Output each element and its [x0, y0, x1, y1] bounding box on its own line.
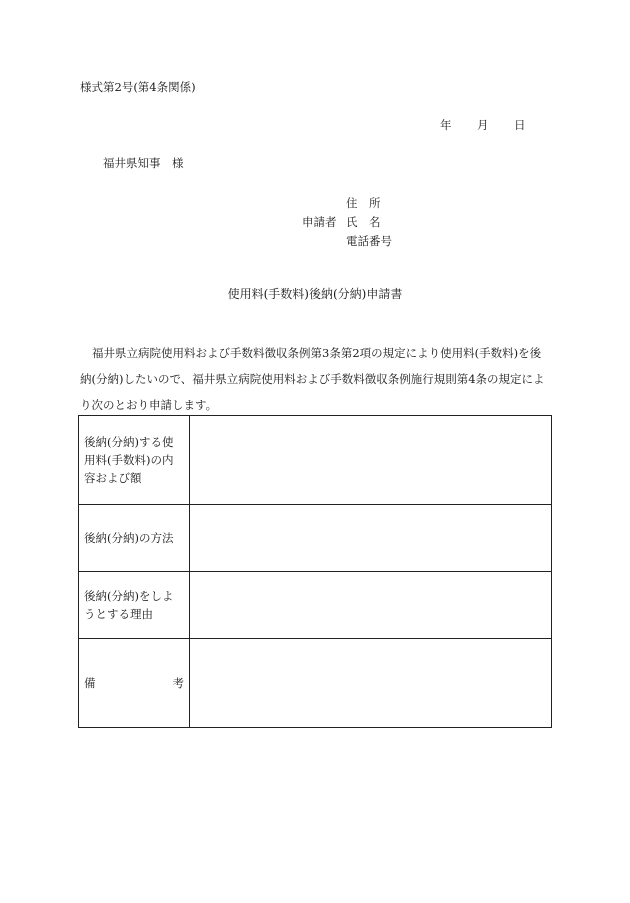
- row-value-reason[interactable]: [190, 572, 552, 639]
- addressee: 福井県知事 様: [103, 156, 184, 170]
- row-label-method: 後納(分納)の方法: [79, 505, 190, 572]
- applicant-role-label: 申請者: [302, 214, 337, 229]
- year-label: 年: [440, 118, 452, 132]
- row-label-reason: 後納(分納)をしようとする理由: [79, 572, 190, 639]
- document-title: 使用料(手数料)後納(分納)申請書: [227, 287, 403, 301]
- phone-label: 電話番号: [346, 233, 392, 248]
- date-line: [440, 120, 526, 132]
- applicant-address-row: [302, 194, 406, 213]
- table-row: [79, 572, 552, 639]
- body-text: 福井県立病院使用料および手数料徴収条例第3条第2項の規定により使用料(手数料)を後納(分納)したいので、福井県立病院使用料および手数料徴収条例施行規則第4条の規定により次のとおり申請します。: [80, 346, 545, 412]
- month-label: 月: [477, 118, 489, 132]
- table-row: [79, 505, 552, 572]
- address-label: 住 所: [346, 195, 381, 210]
- form-number: 様式第2号(第4条関係): [80, 80, 196, 94]
- table-row: [79, 416, 552, 505]
- row-value-method[interactable]: [190, 505, 552, 572]
- table-row: [79, 639, 552, 728]
- name-label: 氏 名: [346, 214, 381, 229]
- row-label-content-amount: 後納(分納)する使用料(手数料)の内容および額: [79, 416, 190, 505]
- row-value-remarks[interactable]: [190, 639, 552, 728]
- application-table: [78, 415, 552, 728]
- day-label: 日: [514, 118, 526, 132]
- applicant-name-row: [302, 213, 406, 232]
- applicant-phone-row: [302, 232, 406, 251]
- row-label-remarks: 備 考: [79, 639, 190, 728]
- applicant-block: [302, 194, 406, 251]
- row-value-content-amount[interactable]: [190, 416, 552, 505]
